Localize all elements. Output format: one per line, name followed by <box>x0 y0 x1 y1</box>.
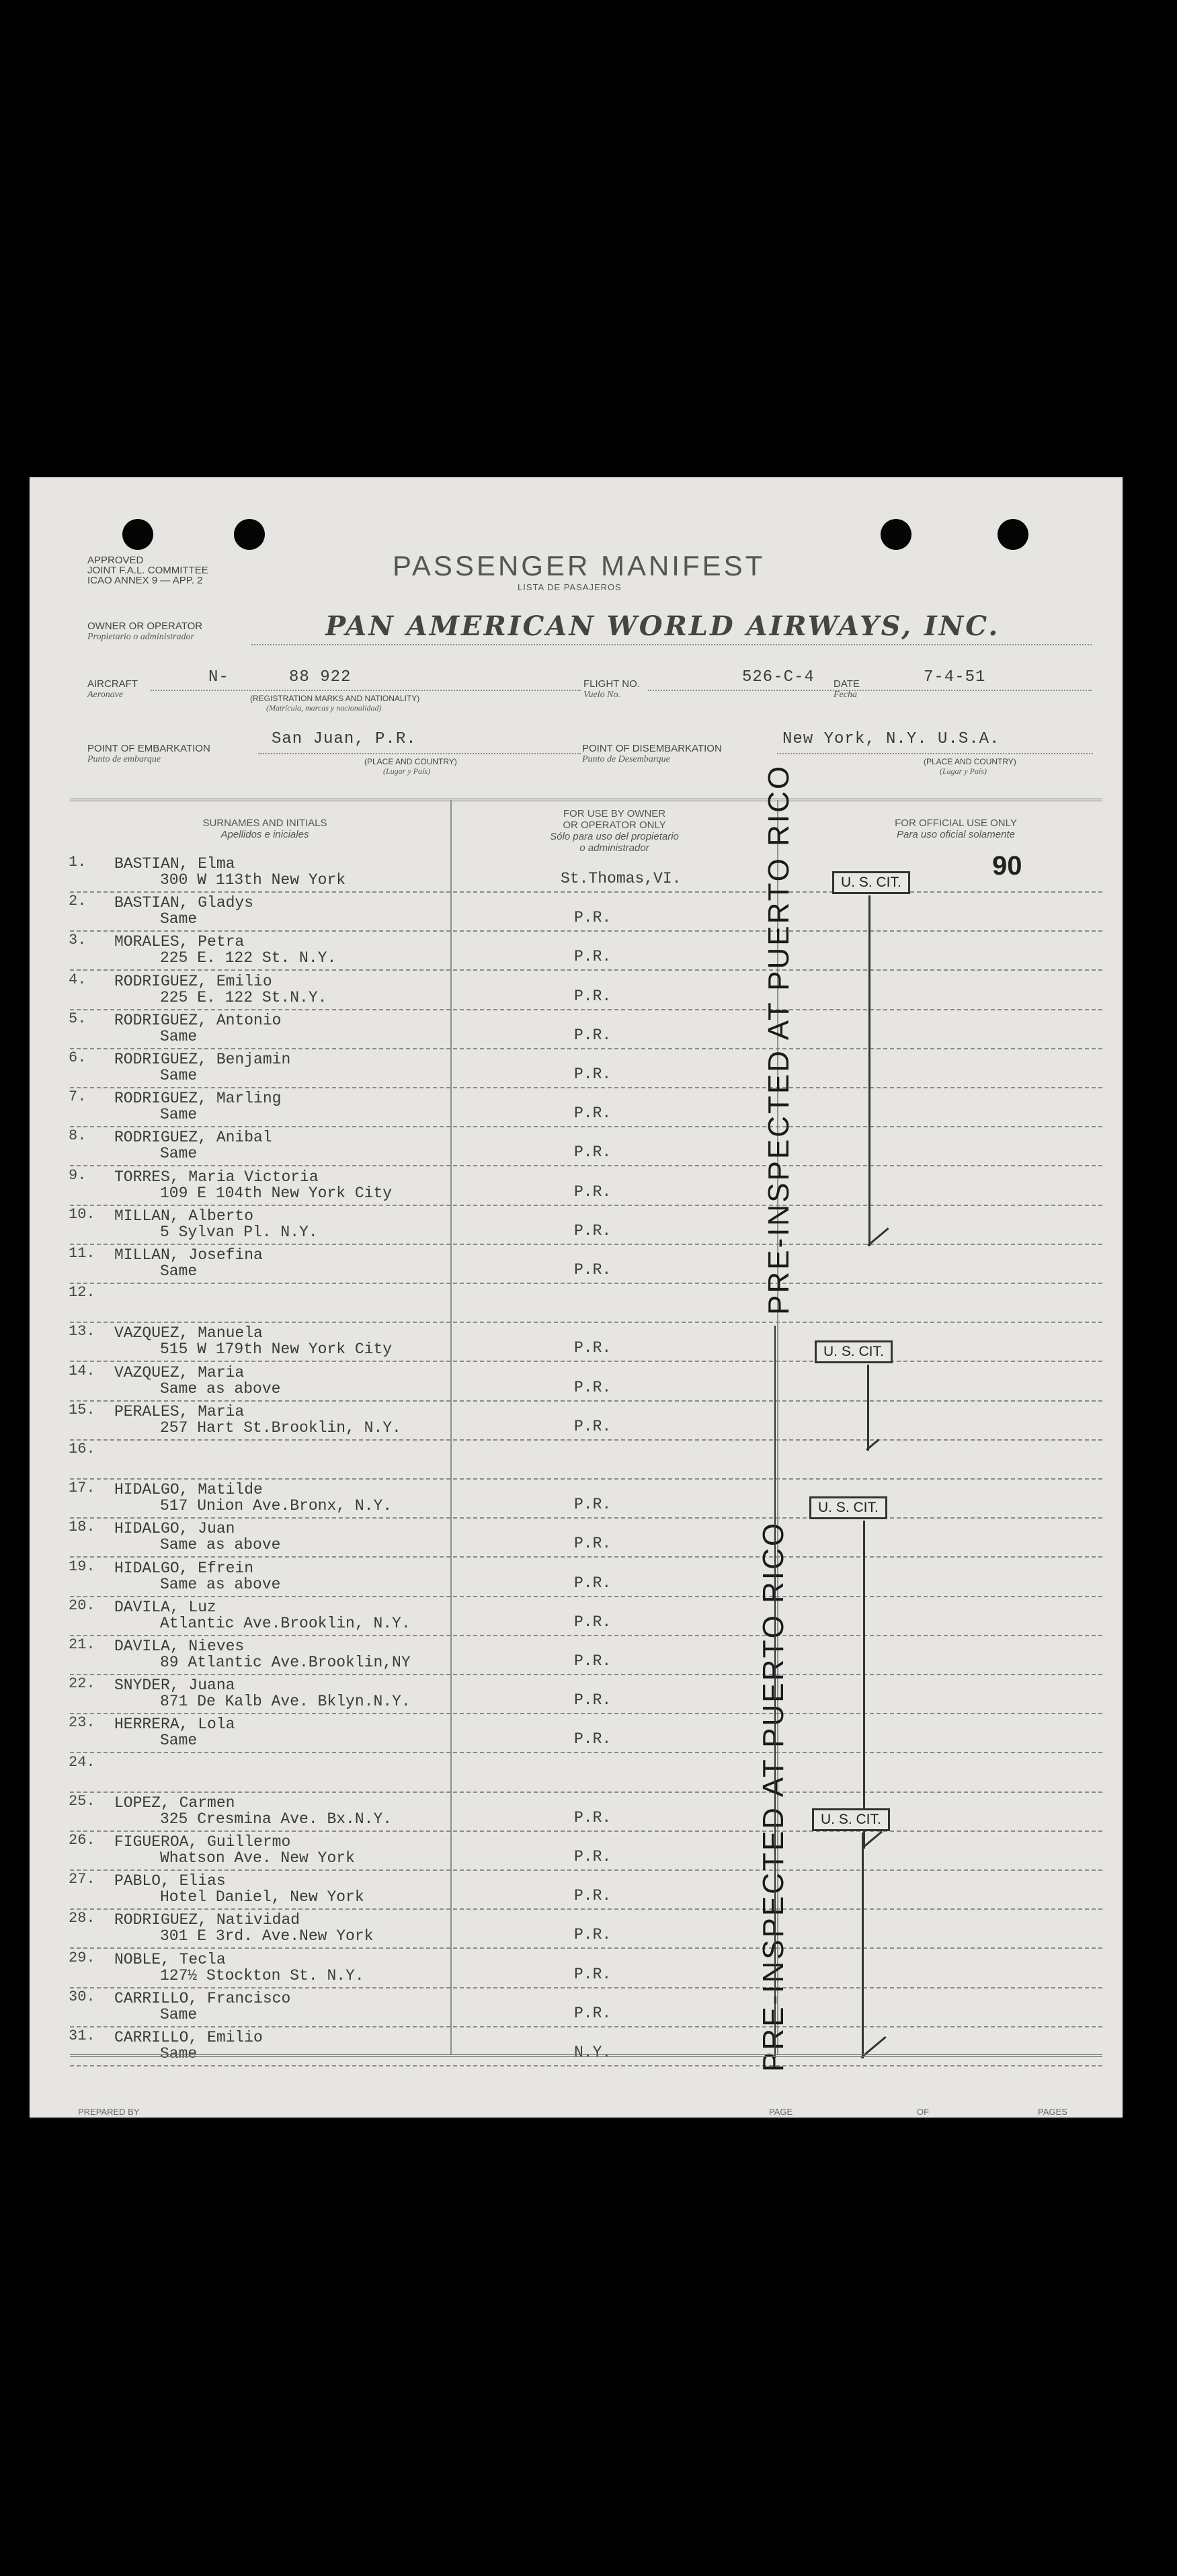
passenger-destination: P.R. <box>574 1574 612 1592</box>
passenger-name: VAZQUEZ, Maria <box>114 1363 245 1381</box>
row-number: 5. <box>69 1010 87 1027</box>
row-divider <box>70 2065 1102 2066</box>
row-divider <box>70 1126 1102 1127</box>
registration-caption-es: (Matrícula, marcas y nacionalidad) <box>266 703 382 713</box>
passenger-address: 109 E 104th New York City <box>160 1184 393 1202</box>
row-number: 15. <box>69 1401 95 1418</box>
divider <box>151 690 581 691</box>
passenger-name: HIDALGO, Juan <box>114 1520 235 1538</box>
passenger-name: RODRIGUEZ, Emilio <box>114 972 272 990</box>
row-divider <box>70 1400 1102 1402</box>
passenger-address: 517 Union Ave.Bronx, N.Y. <box>160 1497 393 1515</box>
passenger-address: Atlantic Ave.Brooklin, N.Y. <box>160 1614 411 1632</box>
row-number: 30. <box>69 1988 95 2005</box>
column-divider <box>450 800 452 2054</box>
aircraft-prefix: N- <box>208 668 229 686</box>
passenger-address: Hotel Daniel, New York <box>160 1888 364 1906</box>
row-number: 22. <box>69 1675 95 1693</box>
row-number: 23. <box>69 1714 95 1732</box>
row-number: 24. <box>69 1753 95 1771</box>
row-divider <box>70 1009 1102 1010</box>
date-label: DATE <box>834 678 860 690</box>
passenger-destination: P.R. <box>574 1417 612 1435</box>
passenger-name: PERALES, Maria <box>114 1402 245 1420</box>
passenger-address: 5 Sylvan Pl. N.Y. <box>160 1223 318 1241</box>
table-top-border <box>70 799 1102 801</box>
passenger-address: Same as above <box>160 1575 281 1593</box>
row-number: 11. <box>69 1245 95 1262</box>
official-use-label-es: Para uso oficial solamente <box>897 829 1015 840</box>
passenger-name: HIDALGO, Efrein <box>114 1559 254 1577</box>
disembark-label: POINT OF DISEMBARKATION <box>582 743 722 754</box>
passenger-name: BASTIAN, Gladys <box>114 894 254 912</box>
prepared-by-label: PREPARED BY <box>78 2107 140 2117</box>
divider <box>648 690 1092 691</box>
passenger-address: 89 Atlantic Ave.Brooklin,NY <box>160 1654 411 1671</box>
passenger-destination: P.R. <box>574 1261 612 1279</box>
row-number: 25. <box>69 1792 95 1810</box>
us-citizen-stamp: U. S. CIT. <box>832 871 910 894</box>
passenger-address: Same <box>160 1145 198 1163</box>
row-divider <box>70 1244 1102 1245</box>
row-number: 10. <box>69 1205 95 1223</box>
passenger-destination: P.R. <box>574 1848 612 1865</box>
passenger-name: MILLAN, Josefina <box>114 1246 263 1264</box>
passenger-name: RODRIGUEZ, Natividad <box>114 1911 300 1929</box>
row-number: 7. <box>69 1088 87 1106</box>
embark-label: POINT OF EMBARKATION <box>87 743 210 754</box>
owner-use-line: OR OPERATOR ONLY <box>563 819 666 831</box>
approved-line: APPROVED <box>87 555 144 566</box>
passenger-address: 871 De Kalb Ave. Bklyn.N.Y. <box>160 1693 411 1711</box>
passenger-name: CARRILLO, Emilio <box>114 2029 263 2046</box>
pre-inspected-stamp: PRE-INSPECTED AT PUERTO RICO <box>762 764 795 1315</box>
row-number: 29. <box>69 1949 95 1966</box>
place-caption-es: (Lugar y País) <box>940 766 987 776</box>
passenger-destination: P.R. <box>574 1808 612 1826</box>
aircraft-registration: 88 922 <box>289 668 352 686</box>
row-divider <box>70 1635 1102 1636</box>
row-number: 9. <box>69 1166 87 1184</box>
page-number: 90 <box>992 851 1022 881</box>
passenger-name: RODRIGUEZ, Antonio <box>114 1011 282 1029</box>
passenger-address: Same <box>160 1262 198 1280</box>
embark-label-es: Punto de embarque <box>87 754 161 764</box>
passenger-name: PABLO, Elias <box>114 1872 226 1890</box>
owner-label: OWNER OR OPERATOR <box>87 620 203 632</box>
row-divider <box>70 2026 1102 2027</box>
passenger-address: 257 Hart St.Brooklin, N.Y. <box>160 1418 401 1437</box>
row-divider <box>70 1674 1102 1675</box>
column-header-names-label-es: Apellidos e iniciales <box>220 829 309 840</box>
flight-date: 7-4-51 <box>924 668 986 686</box>
bracket-arrow <box>868 895 870 1246</box>
passenger-destination: P.R. <box>574 909 612 927</box>
passenger-destination: P.R. <box>574 1730 612 1748</box>
row-divider <box>70 1713 1102 1714</box>
row-number: 18. <box>69 1519 95 1536</box>
passenger-name: RODRIGUEZ, Anibal <box>114 1129 272 1147</box>
passenger-destination: P.R. <box>574 1535 612 1553</box>
row-divider <box>70 1792 1102 1793</box>
passenger-destination: P.R. <box>574 987 612 1005</box>
row-number: 19. <box>69 1558 95 1575</box>
passenger-name: BASTIAN, Elma <box>114 855 235 873</box>
passenger-destination: P.R. <box>574 1026 612 1044</box>
manifest-sheet <box>30 477 1123 2118</box>
passenger-address: Same <box>160 2005 198 2023</box>
flight-label-es: Vuelo No. <box>583 690 620 700</box>
row-number: 16. <box>69 1441 95 1457</box>
passenger-address: Same as above <box>160 1379 281 1398</box>
row-number: 4. <box>69 971 87 988</box>
passenger-destination: P.R. <box>574 1182 612 1201</box>
disembark-label-es: Punto de Desembarque <box>582 754 670 764</box>
footer-pages-label: PAGES <box>1038 2107 1067 2117</box>
passenger-address: Same <box>160 1067 198 1084</box>
punch-hole <box>122 519 153 550</box>
row-divider <box>70 1478 1102 1480</box>
disembark-value: New York, N.Y. U.S.A. <box>782 730 1000 748</box>
passenger-address: Same <box>160 910 198 928</box>
punch-hole <box>234 519 265 550</box>
footer-of-label: OF <box>917 2107 930 2117</box>
row-number: 8. <box>69 1127 87 1145</box>
passenger-address: Same <box>160 1027 198 1045</box>
row-divider <box>70 1205 1102 1206</box>
row-divider <box>70 1752 1102 1753</box>
row-number: 1. <box>69 854 87 871</box>
row-divider <box>70 1283 1102 1284</box>
place-caption: (PLACE AND COUNTRY) <box>924 757 1016 766</box>
row-divider <box>70 1087 1102 1088</box>
registration-caption: (REGISTRATION MARKS AND NATIONALITY) <box>250 694 420 703</box>
flight-number: 526-C-4 <box>742 668 815 686</box>
form-title: PASSENGER MANIFEST <box>393 550 766 581</box>
passenger-destination: N.Y. <box>574 2044 612 2061</box>
bracket-arrow <box>862 1833 864 2058</box>
row-number: 3. <box>69 932 87 949</box>
row-divider <box>70 1322 1102 1323</box>
row-number: 13. <box>69 1323 95 1340</box>
owner-use-line: FOR USE BY OWNER <box>563 808 666 819</box>
passenger-destination: P.R. <box>574 1221 612 1240</box>
flight-label: FLIGHT NO. <box>583 678 640 690</box>
aircraft-label-es: Aeronave <box>87 690 124 700</box>
passenger-name: RODRIGUEZ, Benjamin <box>114 1051 291 1068</box>
divider <box>258 753 581 754</box>
passenger-destination: P.R. <box>574 1691 612 1709</box>
owner-use-line-es: Sólo para uso del propietario <box>550 831 679 842</box>
owner-label-es: Propietario o administrador <box>87 632 194 642</box>
row-number: 31. <box>69 2027 95 2044</box>
stamp-guide-line <box>774 1326 776 2058</box>
passenger-address: Same <box>160 1732 198 1750</box>
row-number: 14. <box>69 1362 95 1379</box>
divider <box>251 644 1092 645</box>
punch-hole <box>998 519 1028 550</box>
bracket-arrow <box>867 1365 869 1451</box>
row-divider <box>70 1596 1102 1597</box>
passenger-address: 300 W 113th New York <box>160 871 346 889</box>
passenger-destination: P.R. <box>574 1143 612 1162</box>
row-number: 27. <box>69 1871 95 1888</box>
passenger-destination: P.R. <box>574 1065 612 1083</box>
row-number: 26. <box>69 1832 95 1849</box>
row-divider <box>70 1517 1102 1519</box>
passenger-name: MILLAN, Alberto <box>114 1207 254 1225</box>
form-title-es: LISTA DE PASAJEROS <box>518 582 622 592</box>
column-header-owner-use <box>500 808 729 854</box>
passenger-name: DAVILA, Nieves <box>114 1638 245 1655</box>
row-divider <box>70 1439 1102 1441</box>
passenger-destination: P.R. <box>574 1965 612 1983</box>
passenger-address: 515 W 179th New York City <box>160 1340 393 1359</box>
passenger-address: 225 E. 122 St.N.Y. <box>160 988 327 1006</box>
passenger-name: CARRILLO, Francisco <box>114 1989 291 2007</box>
place-caption: (PLACE AND COUNTRY) <box>364 757 457 766</box>
row-divider <box>70 1048 1102 1049</box>
passenger-name: HERRERA, Lola <box>114 1716 235 1734</box>
divider <box>777 753 1093 754</box>
passenger-name: NOBLE, Tecla <box>114 1950 226 1968</box>
row-number: 2. <box>69 893 87 910</box>
passenger-address: 301 E 3rd. Ave.New York <box>160 1927 374 1945</box>
carrier-name: PAN AMERICAN WORLD AIRWAYS, INC. <box>325 610 1000 642</box>
passenger-name: MORALES, Petra <box>114 933 245 951</box>
row-number: 20. <box>69 1597 95 1614</box>
approved-line: ICAO ANNEX 9 — APP. 2 <box>87 575 203 586</box>
passenger-destination: P.R. <box>574 1887 612 1905</box>
row-divider <box>70 1361 1102 1362</box>
column-header-names <box>164 817 366 840</box>
passenger-address: 225 E. 122 St. N.Y. <box>160 949 337 967</box>
embark-value: San Juan, P.R. <box>272 730 417 748</box>
row-divider <box>70 1556 1102 1558</box>
passenger-address: Whatson Ave. New York <box>160 1849 355 1867</box>
us-citizen-stamp: U. S. CIT. <box>812 1808 890 1831</box>
passenger-destination: P.R. <box>574 1652 612 1670</box>
passenger-name: FIGUEROA, Guillermo <box>114 1833 291 1851</box>
column-header-official <box>828 817 1084 840</box>
passenger-address: 325 Cresmina Ave. Bx.N.Y. <box>160 1810 393 1828</box>
aircraft-label: AIRCRAFT <box>87 678 138 690</box>
row-divider <box>70 1908 1102 1910</box>
row-divider <box>70 969 1102 971</box>
passenger-address: Same <box>160 1106 198 1124</box>
row-divider <box>70 930 1102 932</box>
passenger-name: SNYDER, Juana <box>114 1677 235 1695</box>
date-label-es: Fecha <box>834 690 857 700</box>
punch-hole <box>881 519 911 550</box>
us-citizen-stamp: U. S. CIT. <box>809 1496 887 1519</box>
passenger-address: 127½ Stockton St. N.Y. <box>160 1966 364 1984</box>
owner-use-line-es: o administrador <box>579 842 649 854</box>
passenger-destination: P.R. <box>574 1339 612 1357</box>
passenger-name: VAZQUEZ, Manuela <box>114 1324 263 1342</box>
row-divider <box>70 1869 1102 1871</box>
place-caption-es: (Lugar y País) <box>383 766 430 776</box>
row-number: 6. <box>69 1049 87 1066</box>
footer-page-label: PAGE <box>769 2107 793 2117</box>
passenger-name: RODRIGUEZ, Marling <box>114 1090 282 1108</box>
approved-line: JOINT F.A.L. COMMITTEE <box>87 565 208 576</box>
passenger-destination: P.R. <box>574 1378 612 1396</box>
row-divider <box>70 891 1102 893</box>
row-number: 21. <box>69 1636 95 1653</box>
passenger-address: Same <box>160 2045 198 2062</box>
passenger-destination: P.R. <box>574 1926 612 1944</box>
official-use-label: FOR OFFICIAL USE ONLY <box>895 817 1017 829</box>
passenger-destination: P.R. <box>574 1496 612 1514</box>
row-number: 28. <box>69 1910 95 1927</box>
passenger-destination: P.R. <box>574 2004 612 2022</box>
pre-inspected-stamp: PRE-INSPECTED AT PUERTO RICO <box>757 1521 790 2072</box>
row-divider <box>70 1165 1102 1166</box>
row-number: 12. <box>69 1284 95 1301</box>
passenger-destination: P.R. <box>574 1613 612 1631</box>
row-divider <box>70 1830 1102 1832</box>
row-divider <box>70 1987 1102 1988</box>
passenger-name: LOPEZ, Carmen <box>114 1794 235 1812</box>
passenger-name: DAVILA, Luz <box>114 1598 216 1616</box>
passenger-destination: St.Thomas,VI. <box>561 870 682 887</box>
passenger-address: Same as above <box>160 1536 281 1554</box>
passenger-name: HIDALGO, Matilde <box>114 1481 263 1499</box>
passenger-destination: P.R. <box>574 1104 612 1123</box>
us-citizen-stamp: U. S. CIT. <box>815 1340 893 1363</box>
row-divider <box>70 1947 1102 1949</box>
table-bottom-border <box>70 2054 1102 2057</box>
passenger-destination: P.R. <box>574 948 612 966</box>
bracket-arrow <box>863 1521 865 1849</box>
passenger-name: TORRES, Maria Victoria <box>114 1168 319 1186</box>
column-header-names-label: SURNAMES AND INITIALS <box>202 817 327 829</box>
row-number: 17. <box>69 1480 95 1497</box>
